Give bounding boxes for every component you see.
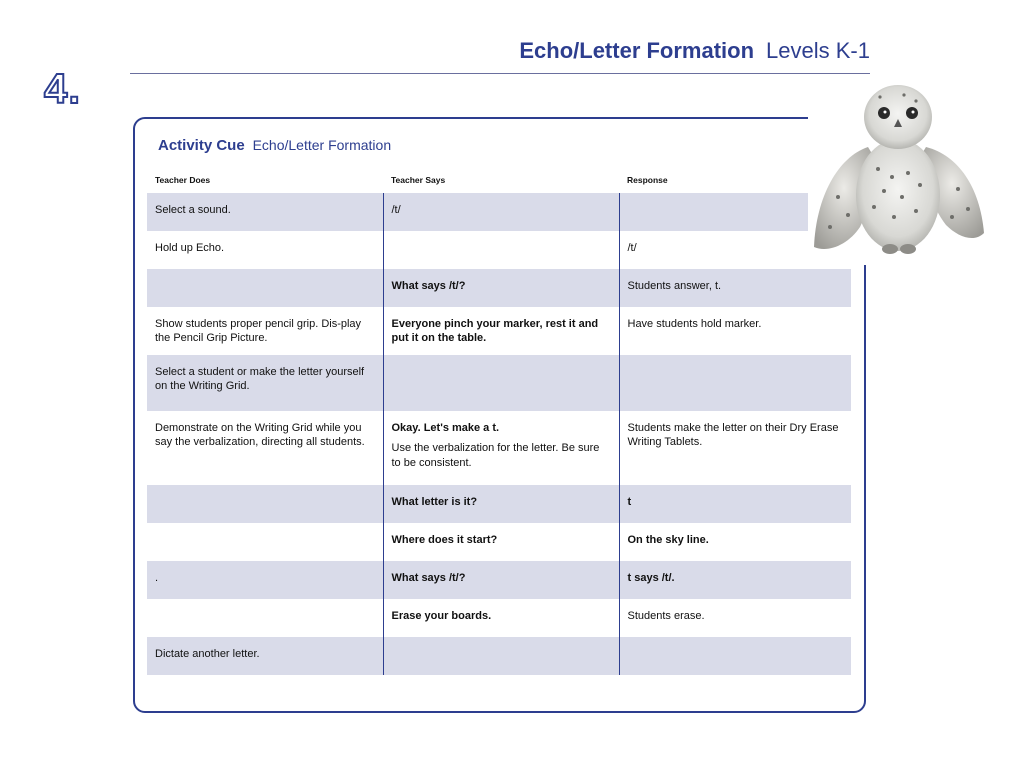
cell-teacher-says xyxy=(383,523,619,561)
table-row xyxy=(147,355,851,411)
cell-teacher-does: Select a sound. xyxy=(147,193,383,231)
activity-table xyxy=(147,167,851,675)
column-header-teacher-says: Teacher Says xyxy=(391,175,446,185)
table-row xyxy=(147,269,851,307)
table-row xyxy=(147,485,851,523)
column-header-response: Response xyxy=(627,175,668,185)
cell-response: /t/ xyxy=(619,231,851,269)
teacher-says-text: What letter is it? xyxy=(391,496,478,508)
cell-teacher-says xyxy=(383,307,619,355)
cell-response: t xyxy=(619,485,851,523)
cell-teacher-says xyxy=(383,599,619,637)
table-row xyxy=(147,231,851,269)
teacher-says-text: Everyone pinch your marker, rest it and put it on the table. xyxy=(391,318,599,345)
cell-teacher-does: Dictate another letter. xyxy=(147,637,383,675)
cell-teacher-does xyxy=(147,523,383,561)
cell-response xyxy=(619,637,851,675)
slide-number: 4. xyxy=(44,65,82,112)
teacher-says-text: /t/ xyxy=(391,204,401,216)
cell-teacher-says xyxy=(383,485,619,523)
cell-response: Students answer, t. xyxy=(619,269,851,307)
teacher-says-text: Where does it start? xyxy=(391,534,498,546)
page-title xyxy=(519,38,870,64)
teacher-says-text: Okay. Let's make a t. xyxy=(391,422,500,434)
cell-teacher-does: Select a student or make the letter yourself on the Writing Grid. xyxy=(147,355,383,411)
cell-teacher-does xyxy=(147,269,383,307)
header-levels: Levels K-1 xyxy=(766,38,870,63)
activity-card xyxy=(133,117,866,713)
activity-cue-label: Activity Cue xyxy=(158,137,245,154)
cell-teacher-does xyxy=(147,485,383,523)
teacher-says-text: Erase your boards. xyxy=(391,610,492,622)
cell-teacher-says xyxy=(383,637,619,675)
cell-teacher-says xyxy=(383,231,619,269)
header-title: Echo/Letter Formation xyxy=(519,38,755,63)
cell-response: Have students hold marker. xyxy=(619,307,851,355)
column-header-teacher-does: Teacher Does xyxy=(155,175,211,185)
table-row xyxy=(147,523,851,561)
table-row xyxy=(147,561,851,599)
cell-teacher-does: Demonstrate on the Writing Grid while you say the verbalization, directing all students. xyxy=(155,422,365,449)
cell-teacher-says xyxy=(383,193,619,231)
cell-teacher-does: Show students proper pencil grip. Dis-play the Pencil Grip Picture. xyxy=(155,318,362,345)
cell-response: Students make the letter on their Dry Erase Writing Tablets. xyxy=(619,411,851,485)
header-divider xyxy=(130,73,870,74)
cell-teacher-does xyxy=(147,599,383,637)
activity-cue-subtitle: Echo/Letter Formation xyxy=(252,137,392,153)
owl-plush-image xyxy=(808,77,988,265)
cell-response: Students erase. xyxy=(619,599,851,637)
cell-teacher-says xyxy=(383,355,619,411)
cell-response: On the sky line. xyxy=(619,523,851,561)
table-row xyxy=(147,637,851,675)
table-row xyxy=(147,599,851,637)
card-title xyxy=(158,137,391,154)
cell-teacher-says xyxy=(383,411,619,485)
teacher-says-text: What says /t/? xyxy=(391,280,466,292)
cell-teacher-says xyxy=(383,561,619,599)
table-header-row xyxy=(147,167,851,193)
teacher-says-note: Use the verbalization for the letter. Be sure to be consistent. xyxy=(391,442,600,469)
table-row xyxy=(147,307,851,355)
owl-plush-icon xyxy=(808,77,988,265)
table-row xyxy=(147,193,851,231)
cell-teacher-does: . xyxy=(147,561,383,599)
page-header xyxy=(130,28,870,76)
cell-teacher-does: Hold up Echo. xyxy=(155,242,225,254)
teacher-says-text: What says /t/? xyxy=(391,572,466,584)
cell-teacher-says xyxy=(383,269,619,307)
cell-response xyxy=(619,355,851,411)
table-row xyxy=(147,411,851,485)
cell-response: t says /t/. xyxy=(619,561,851,599)
